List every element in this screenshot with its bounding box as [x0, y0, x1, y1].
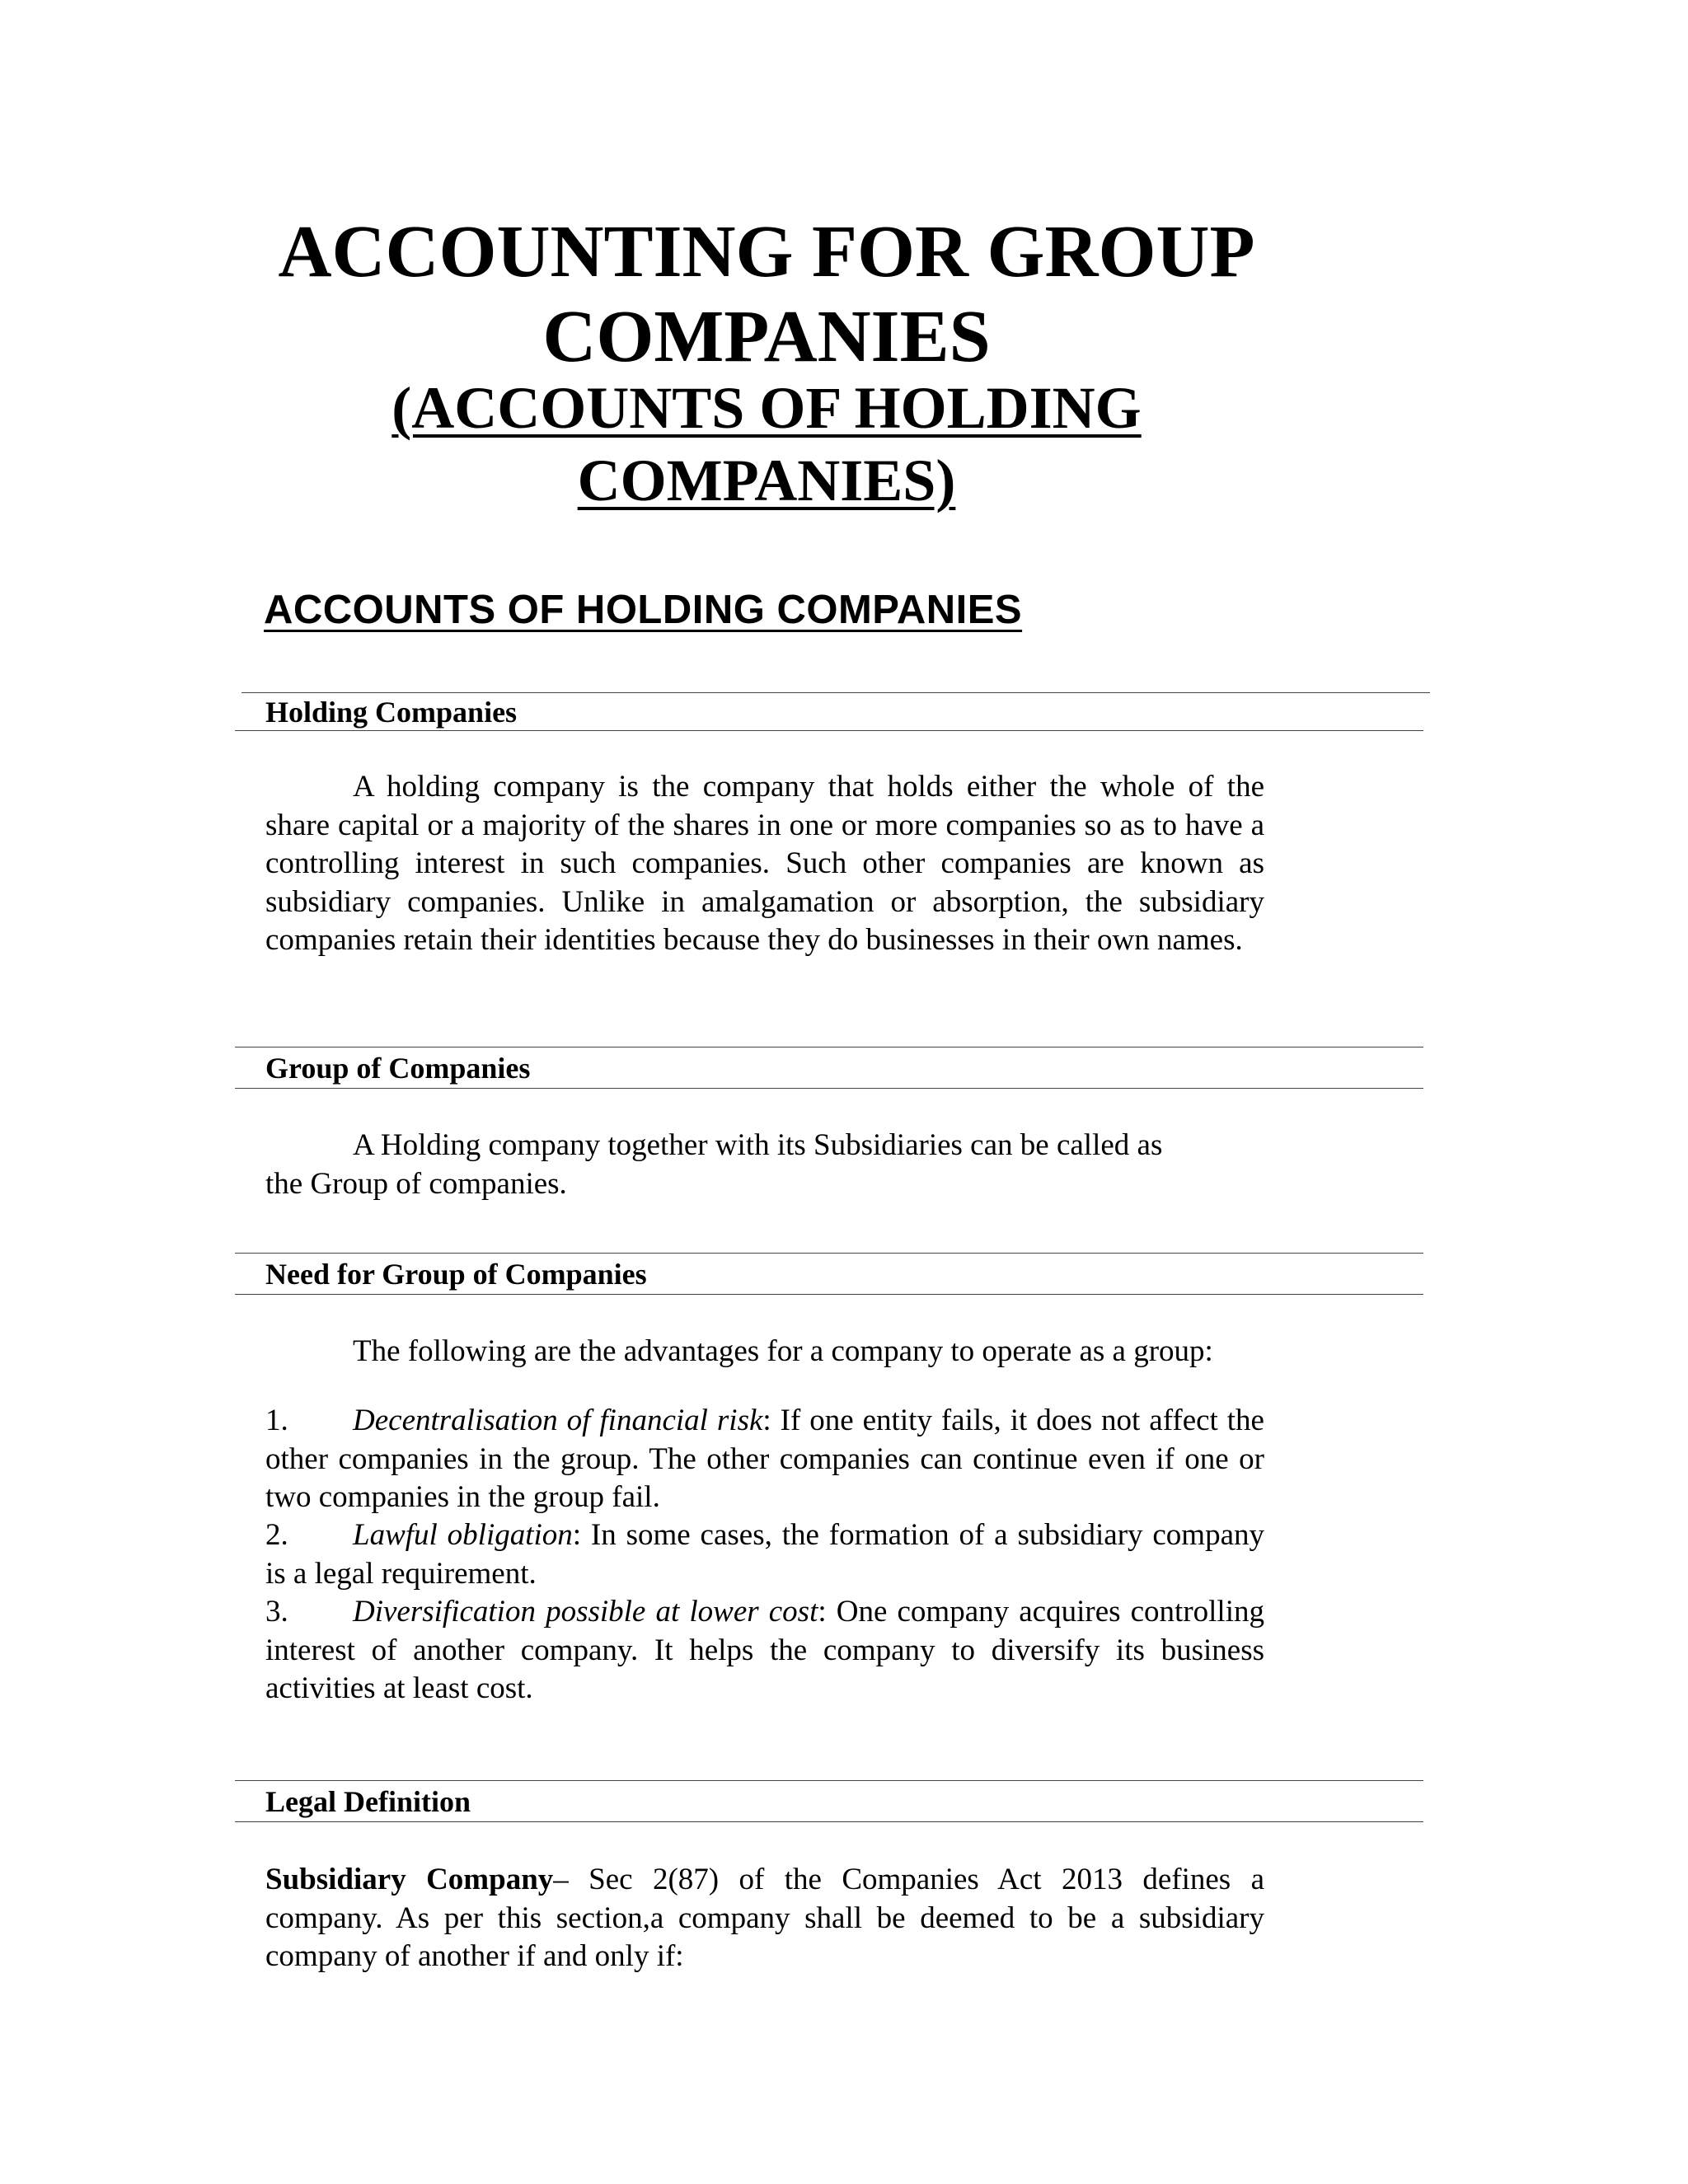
rule-top-need	[235, 1253, 1423, 1254]
rule-bottom-group	[235, 1088, 1423, 1089]
legal-definition-text: – Sec 2(87) of the Companies Act 2013 defines a company. As per this section,a company shall be deemed to be a subsidiary company of another if and only if:	[265, 1863, 1265, 1973]
advantage-text: : One company acquires controlling interest of another company. It helps the company to diversify its business activities at least cost.	[265, 1595, 1264, 1705]
advantage-text: : In some cases, the formation of a subsidiary company is a legal requirement.	[265, 1518, 1265, 1591]
group-paragraph-line-2: the Group of companies.	[265, 1167, 567, 1201]
advantage-number: 2.	[265, 1518, 288, 1552]
document-title-line-2: COMPANIES	[542, 296, 991, 377]
advantage-number: 3.	[265, 1595, 288, 1629]
section-heading: ACCOUNTS OF HOLDING COMPANIES	[264, 588, 1023, 632]
rule-bottom-legal	[235, 1821, 1423, 1822]
rule-top-legal	[235, 1780, 1423, 1781]
legal-definition-paragraph	[265, 1861, 1264, 1976]
subsidiary-company-term: Subsidiary Company	[265, 1863, 554, 1896]
document-title-line-1: ACCOUNTING FOR GROUP	[278, 211, 1255, 293]
group-of-companies-heading: Group of Companies	[265, 1052, 531, 1085]
advantage-item-1	[265, 1402, 1264, 1517]
advantage-item-3	[265, 1593, 1264, 1708]
document-subtitle-line-1: (ACCOUNTS OF HOLDING	[392, 375, 1142, 441]
rule-bottom-need	[235, 1294, 1423, 1295]
need-intro: The following are the advantages for a company to operate as a group:	[353, 1334, 1213, 1368]
group-paragraph-line-1: A Holding company together with its Subsidiaries can be called as	[353, 1128, 1163, 1162]
rule-top-holding	[241, 692, 1430, 693]
advantage-term: Decentralisation of financial risk	[353, 1404, 763, 1437]
rule-bottom-holding	[235, 730, 1423, 731]
need-for-group-heading: Need for Group of Companies	[265, 1258, 647, 1291]
holding-companies-paragraph: A holding company is the company that holds either the whole of the share capital or a majority of the shares in one or more companies so as to have a controlling interest in such companies. Such other companies are known as subsidiary companies. Unlike in amalgamation or absorption, the subsidiary companies retain their identities because they do businesses in their own names.	[265, 770, 1264, 957]
advantage-item-2	[265, 1516, 1264, 1593]
document-subtitle-line-2: COMPANIES)	[577, 448, 956, 513]
advantage-term: Diversification possible at lower cost	[353, 1595, 818, 1629]
advantage-text: : If one entity fails, it does not affect the other companies in the group. The other companies can continue even if one or two companies in the group fail.	[265, 1404, 1264, 1514]
holding-companies-heading: Holding Companies	[265, 696, 518, 729]
advantage-term: Lawful obligation	[353, 1518, 573, 1552]
advantage-number: 1.	[265, 1404, 288, 1437]
legal-definition-heading: Legal Definition	[265, 1785, 471, 1818]
